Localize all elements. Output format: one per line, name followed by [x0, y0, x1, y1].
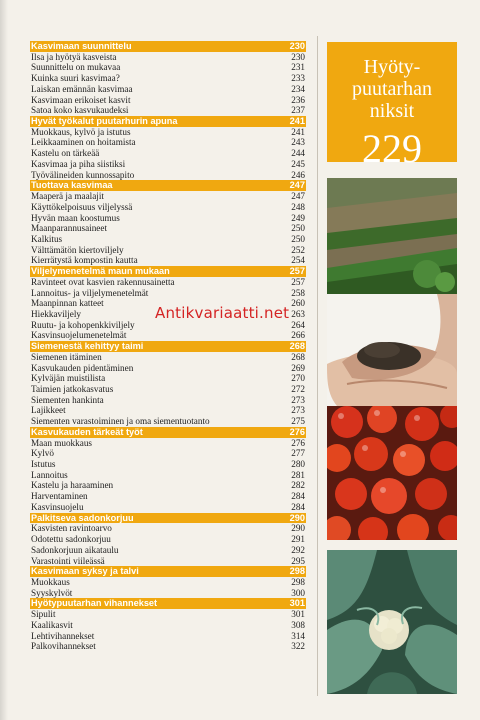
- section-page-number: 268: [289, 341, 305, 352]
- entry-title: Siementen varastoiminen ja oma siementuotanto: [31, 416, 210, 427]
- toc-section-heading: [30, 598, 306, 609]
- section-page-number: 276: [289, 426, 305, 437]
- toc-entry: [30, 105, 306, 116]
- entry-title: Varastointi viileässä: [31, 555, 105, 566]
- section-title: Hyvät työkalut puutarhurin apuna: [31, 116, 178, 127]
- toc-entry: [30, 159, 306, 170]
- entry-page-number: 280: [291, 459, 305, 470]
- entry-page-number: 231: [291, 62, 305, 73]
- toc-entry: [30, 631, 306, 642]
- toc-entry: [30, 330, 306, 341]
- entry-page-number: 244: [291, 148, 305, 159]
- entry-title: Lehtivihannekset: [31, 630, 95, 641]
- entry-page-number: 254: [291, 255, 305, 266]
- entry-title: Siementen hankinta: [31, 394, 104, 405]
- entry-page-number: 291: [291, 534, 305, 545]
- section-title: Viljelymenetelmä maun mukaan: [31, 266, 170, 277]
- entry-page-number: 241: [291, 126, 305, 137]
- toc-entry: [30, 234, 306, 245]
- entry-page-number: 290: [291, 523, 305, 534]
- section-title: Tuottava kasvimaa: [31, 180, 113, 191]
- entry-title: Ruutu- ja kohopenkkiviljely: [31, 319, 135, 330]
- entry-title: Muokkaus, kylvö ja istutus: [31, 126, 131, 137]
- section-page-number: 247: [289, 180, 305, 191]
- toc-entry: [30, 62, 306, 73]
- entry-title: Kuinka suuri kasvimaa?: [31, 73, 120, 84]
- entry-title: Hyvän maan koostumus: [31, 212, 120, 223]
- entry-page-number: 245: [291, 158, 305, 169]
- section-page-number: 257: [289, 266, 305, 277]
- toc-entry: [30, 288, 306, 299]
- toc-entry: [30, 255, 306, 266]
- entry-title: Kylväjän muistilista: [31, 373, 106, 384]
- toc-entry: [30, 170, 306, 181]
- toc-entry: [30, 609, 306, 620]
- entry-page-number: 252: [291, 244, 305, 255]
- toc-section-heading: [30, 341, 306, 352]
- entry-title: Kasvukauden pidentäminen: [31, 362, 134, 373]
- entry-page-number: 249: [291, 212, 305, 223]
- entry-page-number: 295: [291, 555, 305, 566]
- toc-entry: [30, 620, 306, 631]
- entry-page-number: 248: [291, 201, 305, 212]
- toc-entry: [30, 95, 306, 106]
- toc-section-heading: [30, 266, 306, 277]
- entry-title: Maanpinnan katteet: [31, 298, 104, 309]
- toc-section-heading: [30, 41, 306, 52]
- section-title: Kasvimaan syksy ja talvi: [31, 566, 139, 577]
- entry-page-number: 322: [291, 641, 305, 652]
- entry-page-number: 233: [291, 73, 305, 84]
- toc-entry: [30, 438, 306, 449]
- section-page-number: 298: [289, 566, 305, 577]
- toc-entry: [30, 556, 306, 567]
- entry-title: Käyttökelpoisuus viljelyssä: [31, 201, 133, 212]
- section-title: Kasvimaan suunnittelu: [31, 41, 132, 51]
- entry-page-number: 236: [291, 94, 305, 105]
- entry-title: Sipulit: [31, 609, 56, 620]
- entry-page-number: 284: [291, 491, 305, 502]
- toc-entry: [30, 52, 306, 63]
- toc-section-heading: [30, 566, 306, 577]
- section-page-number: 241: [289, 116, 305, 127]
- toc-entry: [30, 73, 306, 84]
- chapter-title-box: [327, 42, 457, 171]
- entry-page-number: 264: [291, 319, 305, 330]
- entry-title: Hiekkaviljely: [31, 308, 82, 319]
- toc-entry: [30, 470, 306, 481]
- entry-page-number: 237: [291, 105, 305, 116]
- page-gutter-shadow: [0, 0, 8, 720]
- entry-page-number: 292: [291, 544, 305, 555]
- toc-entry: [30, 352, 306, 363]
- toc-section-heading: [30, 513, 306, 524]
- toc-entry: [30, 277, 306, 288]
- toc-entry: [30, 491, 306, 502]
- toc-entry: [30, 84, 306, 95]
- entry-title: Kalkitus: [31, 233, 63, 244]
- entry-title: Välttämätön kiertoviljely: [31, 244, 124, 255]
- toc-entry: [30, 405, 306, 416]
- chapter-sidebar: [327, 42, 457, 171]
- toc-entry: [30, 395, 306, 406]
- toc-entry: [30, 448, 306, 459]
- toc-entry: [30, 213, 306, 224]
- section-page-number: 301: [289, 598, 305, 609]
- entry-page-number: 281: [291, 469, 305, 480]
- entry-title: Palkovihannekset: [31, 641, 96, 652]
- entry-page-number: 298: [291, 576, 305, 587]
- toc-entry: [30, 245, 306, 256]
- toc-entry: [30, 148, 306, 159]
- chapter-page-number: 229: [362, 126, 422, 171]
- entry-page-number: 250: [291, 223, 305, 234]
- entry-title: Lannoitus: [31, 469, 68, 480]
- toc-section-heading: [30, 180, 306, 191]
- watermark-text: Antikvariaatti.net: [155, 304, 290, 322]
- entry-title: Ravinteet ovat kasvien rakennusainetta: [31, 276, 175, 287]
- entry-title: Työvälineiden kunnossapito: [31, 169, 135, 180]
- entry-page-number: 273: [291, 394, 305, 405]
- toc-entry: [30, 363, 306, 374]
- toc-entry: [30, 416, 306, 427]
- toc-entry: [30, 502, 306, 513]
- entry-title: Kierrätystä kompostin kautta: [31, 255, 138, 266]
- section-page-number: 290: [289, 512, 305, 523]
- entry-title: Kasvisten ravintoarvo: [31, 523, 112, 534]
- toc-entry: [30, 202, 306, 213]
- entry-title: Leikkaaminen on hoitamista: [31, 137, 136, 148]
- entry-title: Kasvinsuojelumenetelmät: [31, 330, 127, 341]
- toc-entry: [30, 577, 306, 588]
- entry-page-number: 273: [291, 405, 305, 416]
- entry-page-number: 277: [291, 448, 305, 459]
- entry-title: Maanparannusaineet: [31, 223, 108, 234]
- entry-title: Maaperä ja maalajit: [31, 191, 104, 202]
- entry-page-number: 300: [291, 587, 305, 598]
- entry-title: Lannoitus- ja viljelymenetelmät: [31, 287, 149, 298]
- section-title: Palkitseva sadonkorjuu: [31, 512, 134, 523]
- entry-page-number: 269: [291, 362, 305, 373]
- entry-title: Muokkaus: [31, 576, 70, 587]
- toc-entry: [30, 523, 306, 534]
- hands-soil-photo: [327, 294, 457, 406]
- entry-page-number: 246: [291, 169, 305, 180]
- entry-page-number: 275: [291, 416, 305, 427]
- entry-title: Suunnittelu on mukavaa: [31, 62, 121, 73]
- column-divider: [317, 36, 318, 696]
- entry-title: Kasvimaan erikoiset kasvit: [31, 94, 131, 105]
- chapter-title-line-2: puutarhan: [352, 78, 432, 100]
- entry-title: Istutus: [31, 459, 56, 470]
- entry-page-number: 263: [291, 308, 305, 319]
- toc-entry: [30, 534, 306, 545]
- entry-page-number: 247: [291, 191, 305, 202]
- entry-page-number: 250: [291, 233, 305, 244]
- toc-entry: [30, 459, 306, 470]
- entry-title: Syyskylvöt: [31, 587, 73, 598]
- entry-page-number: 284: [291, 501, 305, 512]
- entry-page-number: 272: [291, 384, 305, 394]
- garden-beds-photo: [327, 178, 457, 294]
- entry-page-number: 268: [291, 351, 305, 362]
- toc-entry: [30, 127, 306, 138]
- toc-entry: [30, 384, 306, 395]
- table-of-contents: [30, 41, 306, 652]
- entry-page-number: 301: [291, 609, 305, 620]
- entry-page-number: 234: [291, 83, 305, 94]
- tomatoes-photo: [327, 406, 457, 540]
- entry-title: Kaalikasvit: [31, 619, 73, 630]
- entry-page-number: 230: [291, 51, 305, 62]
- section-title: Hyötypuutarhan vihannekset: [31, 598, 158, 609]
- entry-title: Satoa koko kasvukaudeksi: [31, 105, 129, 116]
- entry-page-number: 282: [291, 480, 305, 491]
- toc-section-heading: [30, 116, 306, 127]
- entry-page-number: 243: [291, 137, 305, 148]
- entry-title: Kasvinsuojelu: [31, 501, 84, 512]
- toc-entry: [30, 373, 306, 384]
- toc-entry: [30, 223, 306, 234]
- toc-entry: [30, 480, 306, 491]
- entry-title: Odotettu sadonkorjuu: [31, 534, 111, 545]
- toc-entry: [30, 641, 306, 652]
- entry-title: Ilsa ja hyötyä kasveista: [31, 51, 117, 62]
- entry-title: Sadonkorjuun aikataulu: [31, 544, 119, 555]
- chapter-title-line-1: Hyöty-: [363, 56, 421, 78]
- chapter-title-line-3: niksit: [369, 100, 415, 122]
- toc-entry: [30, 545, 306, 556]
- entry-page-number: 266: [291, 330, 305, 341]
- toc-entry: [30, 137, 306, 148]
- entry-title: Maan muokkaus: [31, 437, 92, 448]
- entry-page-number: 270: [291, 373, 305, 384]
- entry-page-number: 257: [291, 276, 305, 287]
- entry-page-number: 258: [291, 287, 305, 298]
- entry-title: Kylvö: [31, 448, 54, 459]
- entry-title: Lajikkeet: [31, 405, 66, 416]
- entry-title: Kastelu on tärkeää: [31, 148, 100, 159]
- entry-page-number: 260: [291, 298, 305, 309]
- cauliflower-photo: [327, 550, 457, 694]
- section-title: Kasvukauden tärkeät työt: [31, 426, 143, 437]
- toc-section-heading: [30, 427, 306, 438]
- entry-title: Harventaminen: [31, 491, 88, 502]
- entry-page-number: 276: [291, 437, 305, 448]
- section-page-number: 230: [289, 41, 305, 51]
- toc-entry: [30, 191, 306, 202]
- entry-title: Kastelu ja haraaminen: [31, 480, 114, 491]
- entry-title: Laiskan emännän kasvimaa: [31, 83, 133, 94]
- toc-entry: [30, 588, 306, 599]
- section-title: Siemenestä kehittyy taimi: [31, 341, 144, 352]
- entry-title: Taimien jatkokasvatus: [31, 384, 114, 394]
- entry-title: Siemenen itäminen: [31, 351, 102, 362]
- entry-title: Kasvimaa ja piha siistiksi: [31, 158, 126, 169]
- entry-page-number: 314: [291, 630, 305, 641]
- entry-page-number: 308: [291, 619, 305, 630]
